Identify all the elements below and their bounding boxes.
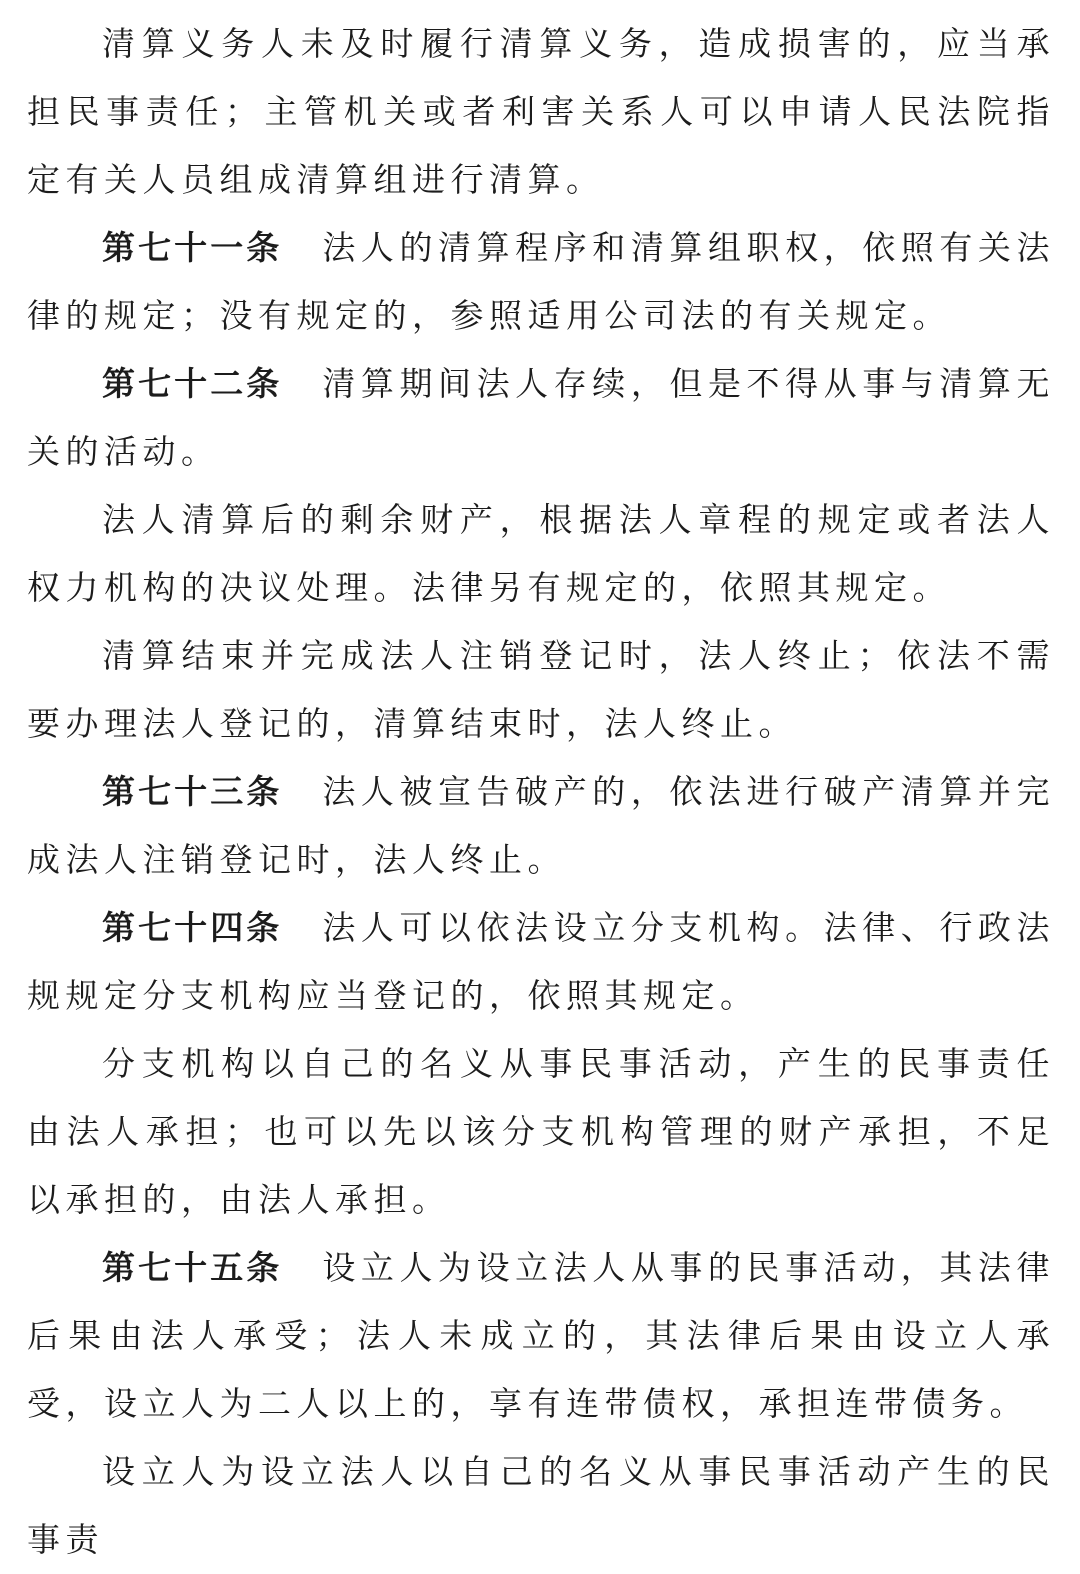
document-body xyxy=(27,10,1055,1574)
paragraph-text: 分支机构以自己的名义从事民事活动，产生的民事责任由法人承担；也可以先以该分支机构管理的财产承担，不足以承担的，由法人承担。 xyxy=(27,1044,1055,1219)
paragraph-text: 清算结束并完成法人注销登记时，法人终止；依法不需要办理法人登记的，清算结束时，法人终止。 xyxy=(27,636,1055,743)
article-paragraph xyxy=(27,1234,1055,1438)
article-number: 第七十二条 xyxy=(102,364,283,403)
article-number: 第七十四条 xyxy=(102,908,283,947)
paragraph-text: 设立人为设立法人从事的民事活动，其法律后果由法人承受；法人未成立的，其法律后果由设立人承受，设立人为二人以上的，享有连带债权，承担连带债务。 xyxy=(27,1248,1056,1423)
paragraph-text: 法人可以依法设立分支机构。法律、行政法规规定分支机构应当登记的，依照其规定。 xyxy=(27,908,1056,1015)
article-paragraph xyxy=(27,894,1055,1030)
paragraph-text: 法人的清算程序和清算组职权，依照有关法律的规定；没有规定的，参照适用公司法的有关规定。 xyxy=(27,228,1056,335)
paragraph xyxy=(27,486,1055,622)
article-number: 第七十五条 xyxy=(102,1248,283,1287)
article-number: 第七十一条 xyxy=(102,228,283,267)
article-paragraph xyxy=(27,350,1055,486)
paragraph-text: 设立人为设立法人以自己的名义从事民事活动产生的民事责 xyxy=(27,1452,1055,1559)
article-paragraph xyxy=(27,214,1055,350)
article-number: 第七十三条 xyxy=(102,772,283,811)
paragraph-text: 清算期间法人存续，但是不得从事与清算无关的活动。 xyxy=(27,364,1056,471)
paragraph xyxy=(27,622,1055,758)
paragraph xyxy=(27,10,1055,214)
article-paragraph xyxy=(27,758,1055,894)
paragraph xyxy=(27,1438,1055,1574)
paragraph-text: 法人清算后的剩余财产，根据法人章程的规定或者法人权力机构的决议处理。法律另有规定的，依照其规定。 xyxy=(27,500,1055,607)
paragraph-text: 清算义务人未及时履行清算义务，造成损害的，应当承担民事责任；主管机关或者利害关系人可以申请人民法院指定有关人员组成清算组进行清算。 xyxy=(27,24,1055,199)
paragraph-text: 法人被宣告破产的，依法进行破产清算并完成法人注销登记时，法人终止。 xyxy=(27,772,1056,879)
paragraph xyxy=(27,1030,1055,1234)
